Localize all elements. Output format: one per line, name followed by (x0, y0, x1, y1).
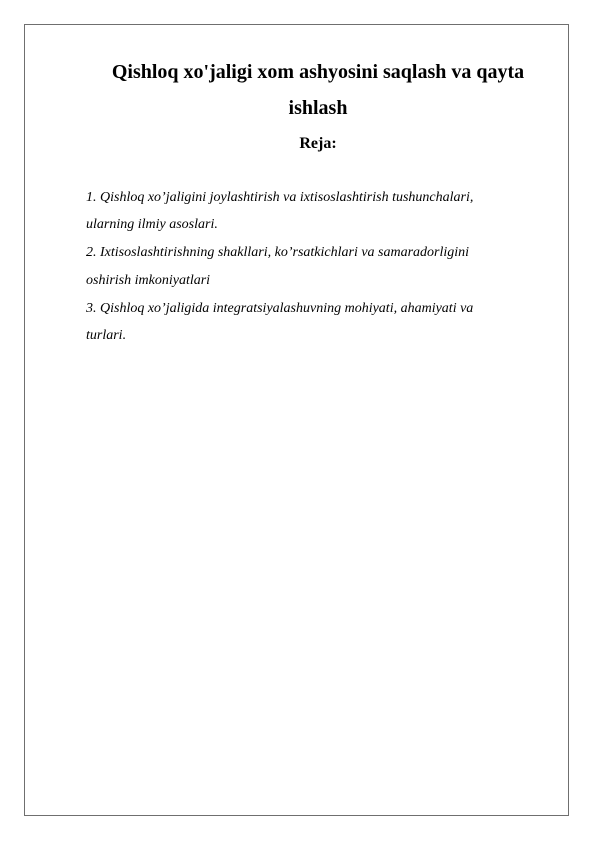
plan-item-2-line-2: oshirish imkoniyatlari (86, 273, 211, 288)
plan-item-3-line-2: turlari. (86, 328, 127, 343)
document-title-line-2: ishlash (288, 97, 348, 119)
document-title-line-1: Qishloq xo'jaligi xom ashyosini saqlash va qayta (111, 61, 525, 83)
plan-item-2-line-1: 2. Ixtisoslashtirishning shakllari, ko’rsatkichlari va samaradorligini (86, 245, 470, 260)
plan-item-3-line-1: 3. Qishloq xo’jaligida integratsiyalashuvning mohiyati, ahamiyati va (86, 301, 474, 316)
plan-item-1-line-2: ularning ilmiy asoslari. (86, 217, 218, 232)
plan-heading: Reja: (299, 135, 337, 152)
plan-item-1-line-1: 1. Qishloq xo’jaligini joylashtirish va ixtisoslashtirish tushunchalari, (86, 190, 474, 205)
